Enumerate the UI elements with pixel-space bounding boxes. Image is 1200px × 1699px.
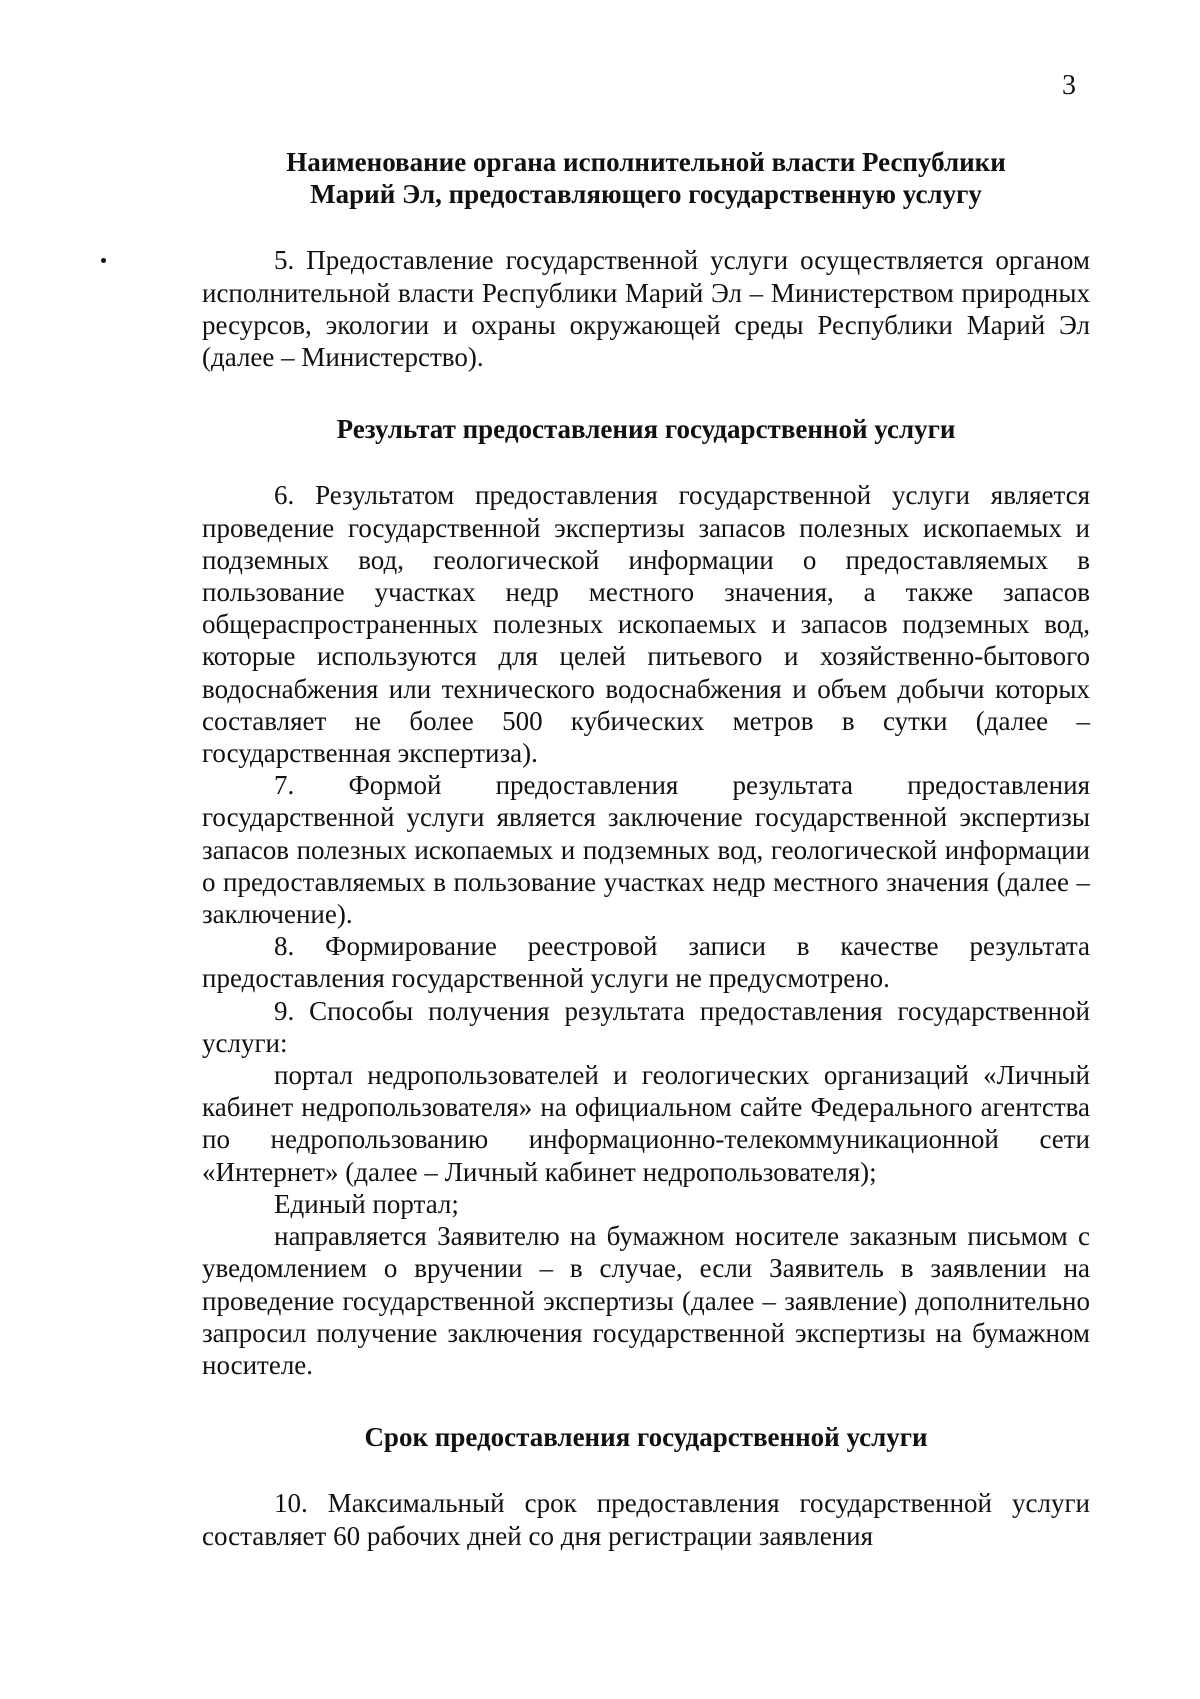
paragraph-6: 6. Результатом предоставления государственной услуги является проведение государственной экспертизы запасов полезных ископаемых и подземных вод, геологической информации о предоставляемых в пользование участках недр местного значения, а также запасов общераспространенных полезных ископаемых и запасов подземных вод, которые используются для целей питьевого и хозяйственно-бытового водоснабжения или технического водоснабжения и объем добычи которых составляет не более 500 кубических метров в сутки (далее – государственная экспертиза).: [202, 480, 1090, 769]
document-body: [202, 146, 1090, 1552]
section-heading-term: Срок предоставления государственной услуги: [364, 1422, 928, 1453]
paragraph-9-portal: портал недропользователей и геологических организаций «Личный кабинет недропользователя» на официальном сайте Федерального агентства по недропользованию информационно-телекоммуникационной сети «Интернет» (далее – Личный кабинет недропользователя);: [202, 1060, 1090, 1187]
paragraph-8: 8. Формирование реестровой записи в качестве результата предоставления государственной услуги не предусмотрено.: [202, 931, 1090, 994]
section-heading-authority: [202, 146, 1090, 210]
paragraph-9-unified-portal: Единый портал;: [274, 1188, 459, 1219]
paragraph-10: 10. Максимальный срок предоставления государственной услуги составляет 60 рабочих дней со дня регистрации заявления: [202, 1488, 1090, 1551]
heading-line: Наименование органа исполнительной власти Республики: [286, 147, 1006, 177]
heading-line: Марий Эл, предоставляющего государственную услугу: [310, 179, 982, 210]
page-number: 3: [1062, 70, 1076, 101]
paragraph-5: 5. Предоставление государственной услуги осуществляется органом исполнительной власти Республики Марий Эл – Министерством природных ресурсов, экологии и охраны окружающей среды Республики Марий Эл (далее – Министерство).: [202, 245, 1090, 373]
paragraph-7: 7. Формой предоставления результата предоставления государственной услуги является заключение государственной экспертизы запасов полезных ископаемых и подземных вод, геологической информации о предоставляемых в пользование участках недр местного значения (далее – заключение).: [202, 770, 1090, 930]
paragraph-9-paper: направляется Заявителю на бумажном носителе заказным письмом с уведомлением о вручении – в случае, если Заявитель в заявлении на проведение государственной экспертизы (далее – заявление) дополнительно запросил получение заключения государственной экспертизы на бумажном носителе.: [202, 1221, 1090, 1380]
scan-artifact-dot: [101, 258, 106, 263]
section-heading-result: Результат предоставления государственной услуги: [336, 414, 956, 445]
paragraph-9: 9. Способы получения результата предоставления государственной услуги:: [202, 995, 1090, 1058]
